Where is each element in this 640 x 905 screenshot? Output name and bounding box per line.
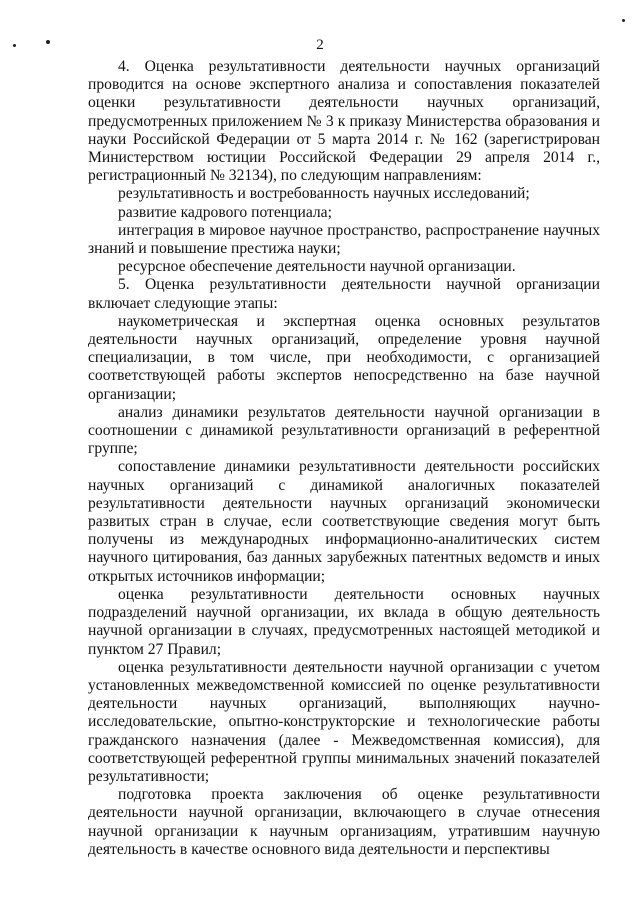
scan-dot xyxy=(622,19,625,22)
list-item: сопоставление динамики результативности деятельности российских научных организаций с динамикой аналогичных показателей результативности деятельности научных организаций экономически развитых стран в случае, если соответствующие сведения могут быть получены из международных информационно-аналитических систем научного цитирования, баз данных зарубежных патентных ведомств и иных открытых источников информации; xyxy=(88,458,600,585)
page-number: 2 xyxy=(316,37,324,53)
list-item: развитие кадрового потенциала; xyxy=(118,203,332,221)
list-item: ресурсное обеспечение деятельности научной организации. xyxy=(118,258,516,276)
list-item: анализ динамики результатов деятельности научной организации в соотношении с динамикой результативности организаций в референтной группе; xyxy=(88,403,600,458)
document-body xyxy=(88,58,600,859)
list-item: подготовка проекта заключения об оценке результативности деятельности научной организации, включающего в случае отнесения научной организации к научным организациям, утратившим научную деятельность в качестве основного вида деятельности и перспективы xyxy=(88,786,600,858)
list-item: оценка результативности деятельности научной организации с учетом установленных межведомственной комиссией по оценке результативности деятельности научных организаций, выполняющих научно-исследовательские, опытно-конструкторские и технологические работы гражданского назначения (далее - Межведомственная комиссия), для соответствующей референтной группы минимальных значений показателей результативности; xyxy=(88,658,600,785)
paragraph-4: 4. Оценка результативности деятельности научных организаций проводится на основе экспертного анализа и сопоставления показателей оценки результативности деятельности научных организаций, предусмотренных приложением № 3 к приказу Министерства образования и науки Российской Федерации от 5 марта 2014 г. № 162 (зарегистрирован Министерством юстиции Российской Федерации 29 апреля 2014 г., регистрационный № 32134), по следующим направлениям: xyxy=(88,58,600,185)
list-item: интеграция в мировое научное пространство, распространение научных знаний и повышение престижа науки; xyxy=(88,221,600,258)
list-item: результативность и востребованность научных исследований; xyxy=(118,185,530,203)
paragraph-5: 5. Оценка результативности деятельности научной организации включает следующие этапы: xyxy=(88,276,600,312)
list-item: оценка результативности деятельности основных научных подразделений научной организации, их вклада в общую деятельность научной организации в случаях, предусмотренных настоящей методикой и пунктом 27 Правил; xyxy=(88,585,600,658)
list-item: наукометрическая и экспертная оценка основных результатов деятельности научных организаций, определение уровня научной специализации, в том числе, при необходимости, с организацией соответствующей работы экспертов непосредственно на базе научной организации; xyxy=(88,312,600,403)
